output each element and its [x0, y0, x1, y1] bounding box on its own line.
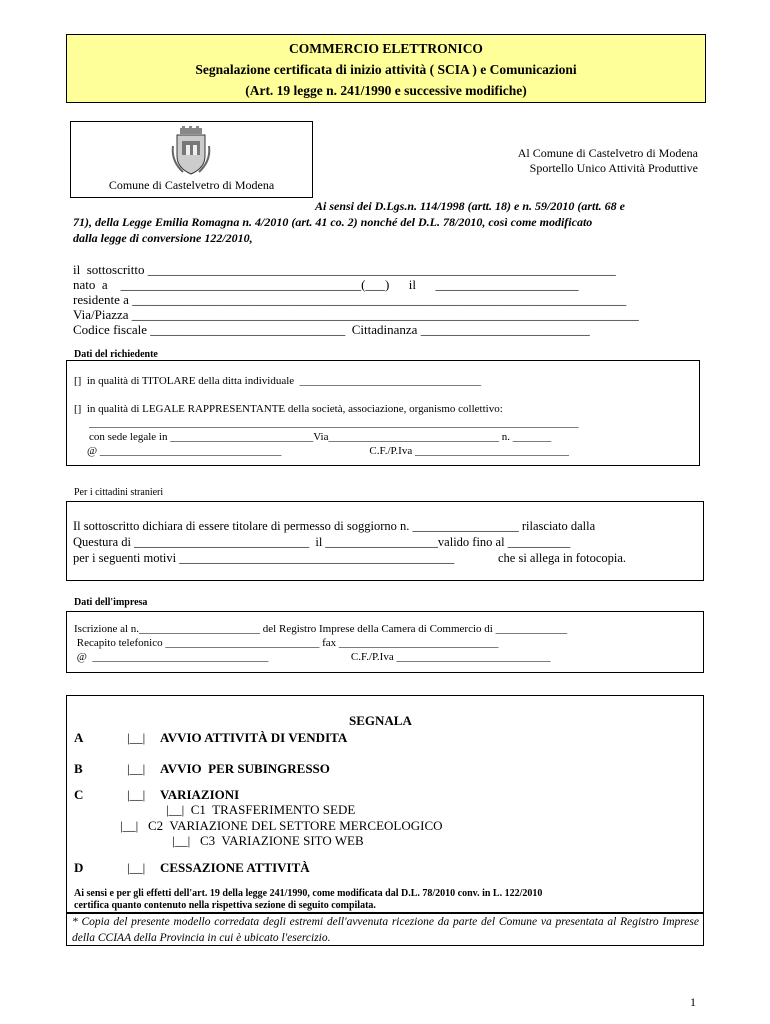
segnala-note-line-1: Ai sensi e per gli effetti dell'art. 19 della legge 241/1990, come modificata dal D.L. 78/2010 conv. in L. 122/2010 [74, 888, 543, 899]
option-b-letter: B [74, 761, 83, 776]
option-d-checkbox[interactable]: |__| [127, 860, 146, 875]
footnote-text: * Copia del presente modello corredata degli estremi dell'avvenuta ricezione da parte del Comune va presentata al Registro Imprese della CCIAA della Provincia in cui è ubicato l'esercizio. [72, 916, 699, 944]
field-codice-fiscale[interactable]: Codice fiscale ______________________________ Cittadinanza __________________________ [73, 322, 590, 337]
option-b-label: AVVIO PER SUBINGRESSO [160, 761, 330, 776]
header-law-reference: (Art. 19 legge n. 241/1990 e successive modifiche) [245, 83, 527, 98]
segnala-title: SEGNALA [349, 713, 412, 728]
field-recapito[interactable]: Recapito telefonico ____________________________ fax _____________________________ [74, 637, 499, 649]
field-denominazione[interactable]: _________________________________________________________________________________________ [89, 417, 579, 429]
field-email-piva[interactable]: @ ________________________________ C.F./P.Iva ____________________________ [74, 651, 551, 663]
field-email-cf[interactable]: @ _________________________________ C.F./P.Iva ____________________________ [87, 445, 569, 457]
recipient-line-1: Al Comune di Castelvetro di Modena [517, 146, 698, 160]
logo-caption: Comune di Castelvetro di Modena [108, 178, 275, 192]
section-label-stranieri: Per i cittadini stranieri [74, 487, 164, 498]
field-nato-a[interactable]: nato a _____________________________________(___) il ______________________ [73, 277, 579, 292]
field-iscrizione[interactable]: Iscrizione al n.______________________ del Registro Imprese della Camera di Commercio di _____________ [74, 623, 568, 635]
option-titolare[interactable]: [] in qualità di TITOLARE della ditta individuale _________________________________ [74, 375, 482, 387]
option-d-label: CESSAZIONE ATTIVITÀ [160, 860, 310, 875]
legal-reference-line-3: dalla legge di conversione 122/2010, [73, 231, 253, 245]
option-c1[interactable]: |__| C1 TRASFERIMENTO SEDE [166, 802, 356, 817]
option-c2[interactable]: |__| C2 VARIAZIONE DEL SETTORE MERCEOLOGICO [120, 818, 443, 833]
section-label-impresa: Dati dell'impresa [74, 597, 148, 608]
field-questura[interactable]: Questura di ____________________________ il __________________valido fino al __________ [73, 535, 571, 549]
field-motivi[interactable]: per i seguenti motivi ____________________________________________ che si allega in fotocopia. [73, 551, 627, 565]
municipality-logo-box [70, 121, 313, 198]
header-title: COMMERCIO ELETTRONICO [289, 41, 483, 56]
option-c3[interactable]: |__| C3 VARIAZIONE SITO WEB [172, 833, 364, 848]
option-c-letter: C [74, 787, 84, 802]
option-a-letter: A [74, 730, 84, 745]
field-sede-legale[interactable]: con sede legale in __________________________Via_______________________________ n. _______ [89, 431, 552, 443]
field-sottoscritto[interactable]: il sottoscritto ________________________________________________________________________ [73, 262, 616, 277]
document-header [66, 34, 706, 103]
header-subtitle: Segnalazione certificata di inizio attività ( SCIA ) e Comunicazioni [195, 62, 577, 77]
field-via-piazza[interactable]: Via/Piazza ______________________________________________________________________________ [73, 307, 639, 322]
segnala-note-line-2: certifica quanto contenuto nella rispettiva sezione di seguito compilata. [74, 900, 376, 911]
legal-reference-line-1: Ai sensi dei D.Lgs.n. 114/1998 (artt. 18) e n. 59/2010 (artt. 68 e [315, 199, 626, 213]
page-number: 1 [690, 995, 696, 1009]
field-residente[interactable]: residente a ____________________________________________________________________________ [73, 292, 627, 307]
option-b-checkbox[interactable]: |__| [127, 761, 146, 776]
option-c-label: VARIAZIONI [160, 787, 240, 802]
coat-of-arms-icon [171, 126, 211, 176]
option-legale-rappresentante[interactable]: [] in qualità di LEGALE RAPPRESENTANTE della società, associazione, organismo collettivo: [74, 403, 503, 415]
option-d-letter: D [74, 860, 84, 875]
field-permesso-soggiorno[interactable]: Il sottoscritto dichiara di essere titolare di permesso di soggiorno n. _________________ rilasciato dalla [73, 519, 596, 533]
option-a-label: AVVIO ATTIVITÀ DI VENDITA [160, 730, 348, 745]
section-label-richiedente: Dati del richiedente [74, 349, 158, 360]
recipient-line-2: Sportello Unico Attività Produttive [529, 161, 698, 175]
option-c-checkbox[interactable]: |__| [127, 787, 146, 802]
legal-reference-line-2: 71), della Legge Emilia Romagna n. 4/2010 (art. 41 co. 2) nonché del D.L. 78/2010, così come modificato [73, 215, 593, 229]
option-a-checkbox[interactable]: |__| [127, 730, 146, 745]
